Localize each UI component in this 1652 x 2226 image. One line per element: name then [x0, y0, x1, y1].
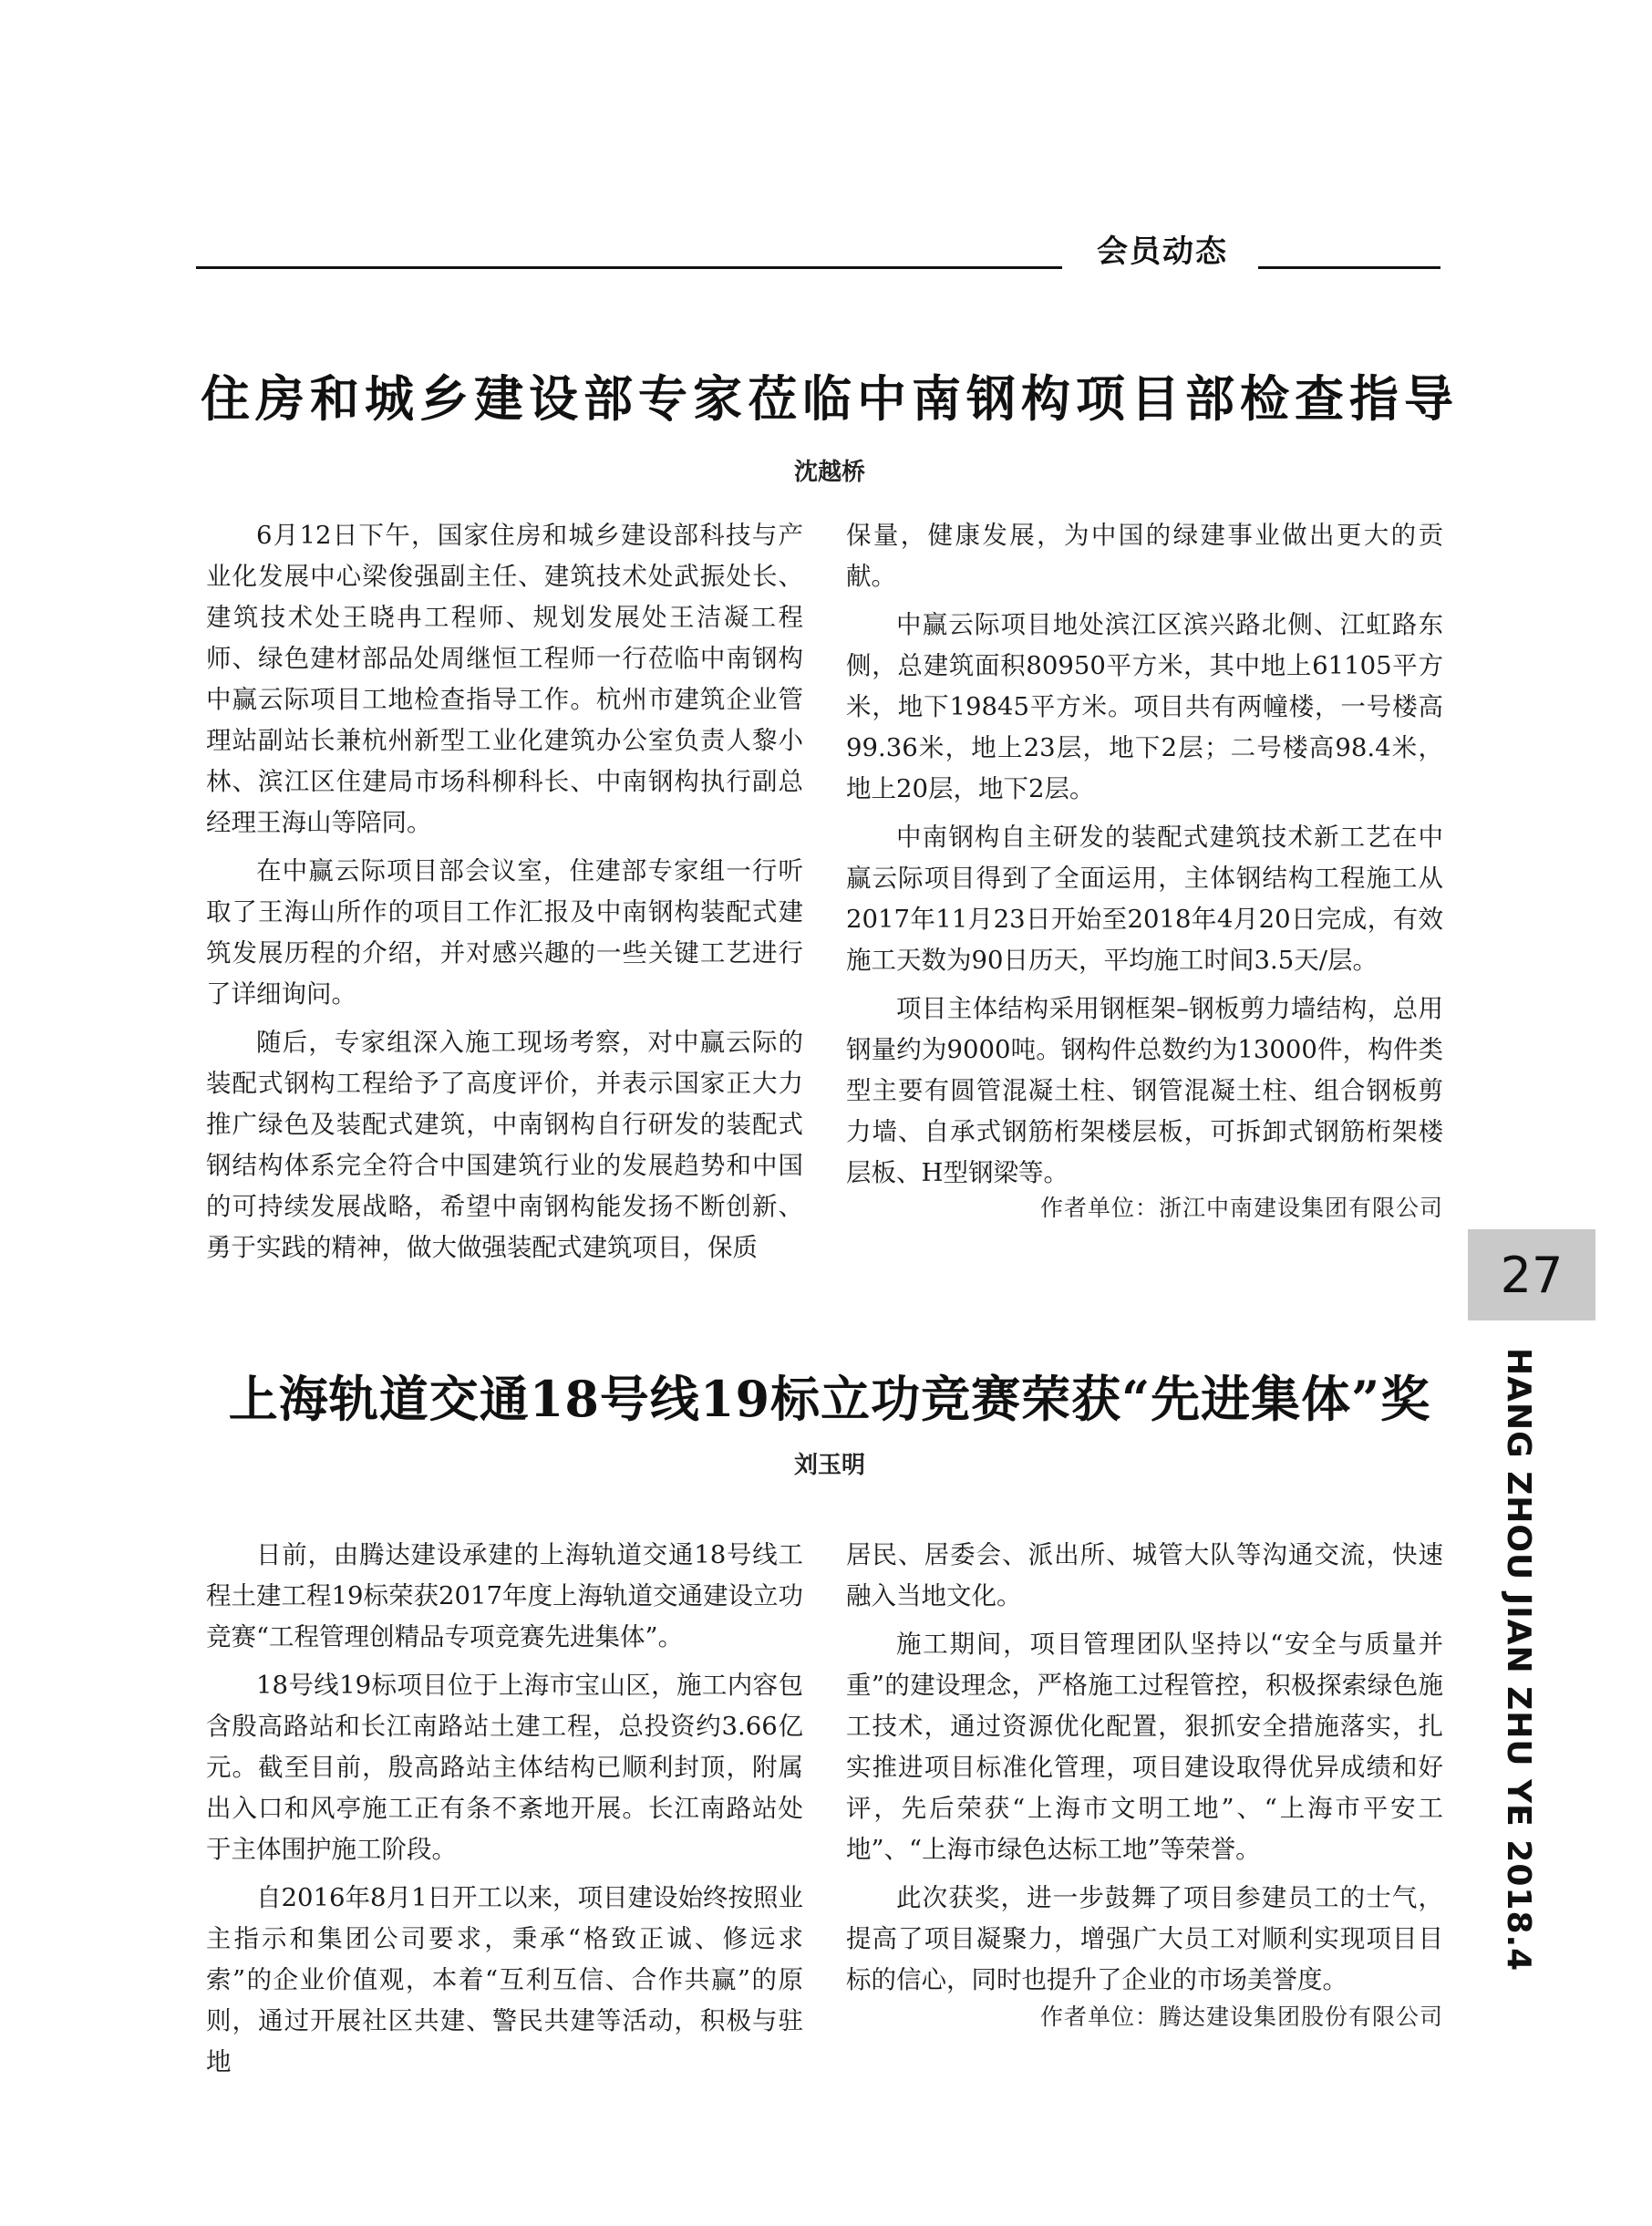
article-1-left-column	[206, 515, 803, 1276]
paragraph-continuation: 保量，健康发展，为中国的绿建事业做出更大的贡献。	[846, 521, 1443, 591]
article-1-author: 沈越桥	[793, 459, 865, 486]
paragraph: 在中赢云际项目部会议室，住建部专家组一行听取了王海山所作的项目工作汇报及中南钢构装配式建筑发展历程的介绍，并对感兴趣的一些关键工艺进行了详细询问。	[206, 856, 803, 1009]
paragraph: 自2016年8月1日开工以来，项目建设始终按照业主指示和集团公司要求，秉承“格致正诚、修远求索”的企业价值观，本着“互利互信、合作共赢”的原则，通过开展社区共建、警民共建等活动，积极与驻地	[206, 1883, 803, 2076]
header-rule-right	[1258, 266, 1440, 269]
section-label: 会员动态	[1097, 233, 1228, 270]
paragraph: 随后，专家组深入施工现场考察，对中赢云际的装配式钢构工程给予了高度评价，并表示国家正大力推广绿色及装配式建筑，中南钢构自行研发的装配式钢结构体系完全符合中国建筑行业的发展趋势和中国的可持续发展战略，希望中南钢构能发扬不断创新、勇于实践的精神，做大做强装配式建筑项目，保质	[206, 1028, 803, 1262]
article-2-author-unit: 作者单位：腾达建设集团股份有限公司	[1039, 2003, 1443, 2030]
article-2-left-column	[206, 1535, 803, 2090]
paragraph: 此次获奖，进一步鼓舞了项目参建员工的士气，提高了项目凝聚力，增强广大员工对顺利实现项目目标的信心，同时也提升了企业的市场美誉度。	[846, 1883, 1443, 1994]
paragraph: 6月12日下午，国家住房和城乡建设部科技与产业化发展中心梁俊强副主任、建筑技术处武振处长、建筑技术处王晓冉工程师、规划发展处王洁凝工程师、绿色建材部品处周继恒工程师一行莅临中南钢构中赢云际项目工地检查指导工作。杭州市建筑企业管理站副站长兼杭州新型工业化建筑办公室负责人黎小林、滨江区住建局市场科柳科长、中南钢构执行副总经理王海山等陪同。	[206, 521, 803, 837]
paragraph: 项目主体结构采用钢框架–钢板剪力墙结构，总用钢量约为9000吨。钢构件总数约为13000件，构件类型主要有圆管混凝土柱、钢管混凝土柱、组合钢板剪力墙、自承式钢筋桁架楼层板，可拆卸式钢筋桁架楼层板、H型钢梁等。	[846, 994, 1443, 1187]
article-1-right-column	[846, 515, 1443, 1201]
page-number: 27	[1468, 1229, 1595, 1320]
paragraph: 中南钢构自主研发的装配式建筑技术新工艺在中赢云际项目得到了全面运用，主体钢结构工程施工从2017年11月23日开始至2018年4月20日完成，有效施工天数为90日历天，平均施工时间3.5天/层。	[846, 823, 1443, 975]
article-1-title: 住房和城乡建设部专家莅临中南钢构项目部检查指导	[201, 369, 1459, 428]
paragraph: 施工期间，项目管理团队坚持以“安全与质量并重”的建设理念，严格施工过程管控，积极探索绿色施工技术，通过资源优化配置，狠抓安全措施落实，扎实推进项目标准化管理，项目建设取得优异成绩和好评，先后荣获“上海市文明工地”、“上海市平安工地”、“上海市绿色达标工地”等荣誉。	[846, 1630, 1443, 1864]
article-2-title: 上海轨道交通18号线19标立功竞赛荣获“先进集体”奖	[228, 1370, 1431, 1428]
journal-name-vertical: HANG ZHOU JIAN ZHU YE 2018.4	[1500, 1348, 1537, 1972]
header-rule-left	[196, 266, 1062, 269]
paragraph: 18号线19标项目位于上海市宝山区，施工内容包含殷高路站和长江南路站土建工程，总投资约3.66亿元。截至目前，殷高路站主体结构已顺利封顶，附属出入口和风亭施工正有条不紊地开展。长江南路站处于主体围护施工阶段。	[206, 1671, 803, 1864]
article-1-author-unit: 作者单位：浙江中南建设集团有限公司	[1039, 1195, 1443, 1221]
article-2-author: 刘玉明	[793, 1452, 865, 1479]
paragraph-continuation: 居民、居委会、派出所、城管大队等沟通交流，快速融入当地文化。	[846, 1540, 1443, 1610]
paragraph: 中赢云际项目地处滨江区滨兴路北侧、江虹路东侧，总建筑面积80950平方米，其中地上61105平方米，地下19845平方米。项目共有两幢楼，一号楼高99.36米，地上23层，地下2层；二号楼高98.4米，地上20层，地下2层。	[846, 610, 1443, 803]
paragraph: 日前，由腾达建设承建的上海轨道交通18号线工程土建工程19标荣获2017年度上海轨道交通建设立功竞赛“工程管理创精品专项竞赛先进集体”。	[206, 1540, 803, 1651]
article-2-right-column	[846, 1535, 1443, 2008]
